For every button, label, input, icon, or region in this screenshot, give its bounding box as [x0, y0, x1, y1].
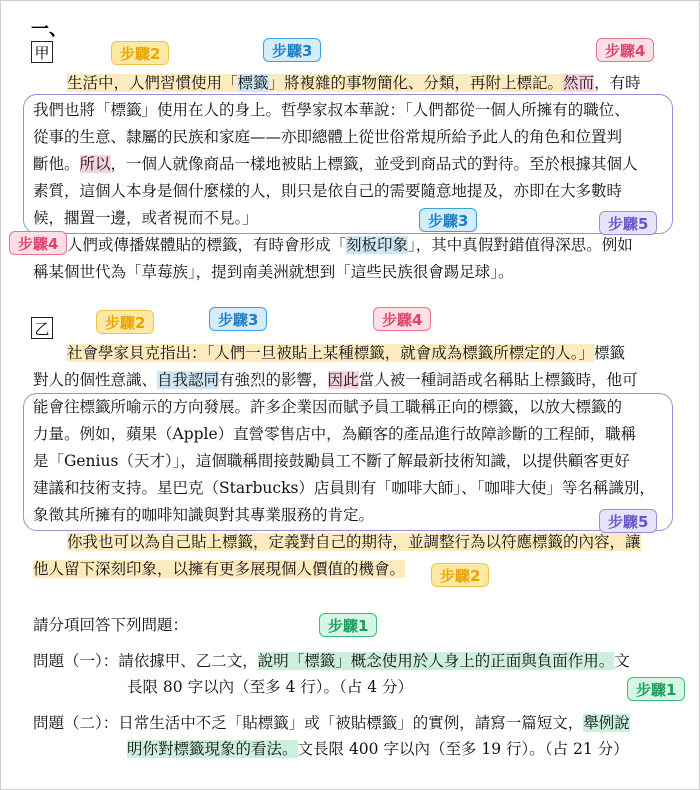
- jia-line-3: 從事的生意、隸屬的民族和家庭——亦即總體上從世俗常規所給予此人的角色和位置判: [33, 128, 623, 146]
- yi-line-3: 能會往標籤所喻示的方向發展。許多企業因而賦予員工職稱正向的標籤，以放大標籤的: [33, 398, 623, 416]
- yi-line-1: 社會學家貝克指出：「人們一旦被貼上某種標籤，就會成為標籤所標定的人。」標籤: [67, 344, 626, 362]
- q2-hl-task-2: 明你對標籤現象的看法。: [127, 740, 298, 758]
- jia-line-2: 我們也將「標籤」使用在人的身上。哲學家叔本華說：「人們都從一個人所擁有的職位、: [33, 101, 630, 119]
- yi-keyword-ziworentong: 自我認同: [157, 371, 220, 389]
- tag-step4-yi: 步驟4: [373, 307, 431, 331]
- q2-label: 問題（二）：: [33, 714, 119, 732]
- yi-transition-yinci: 因此: [327, 371, 359, 389]
- jia-line-6: 候，擱置一邊，或者視而不見。」: [33, 209, 258, 227]
- q1-hl-task: 說明「標籤」概念使用於人身上的正面與負面作用。: [257, 652, 615, 670]
- question-1: 問題（一）：請依據甲、乙二文，說明「標籤」概念使用於人身上的正面與負面作用。文: [33, 652, 630, 670]
- yi-hl-conclusion-1: 你我也可以為自己貼上標籤，定義對自己的期待，並調整行為以符應標籤的內容，讓: [67, 533, 641, 551]
- tag-step3-jia-mid: 步驟3: [419, 208, 477, 232]
- jia-line-7: 人們或傳播媒體貼的標籤，有時會形成「刻板印象」，其中真假對錯值得深思。例如: [67, 236, 633, 254]
- tag-step5-yi: 步驟5: [599, 509, 657, 533]
- jia-line-5: 素質，這個人本身是個什麼樣的人，則只是依自己的需要隨意地提及，亦即在大多數時: [33, 182, 623, 200]
- yi-line-8: [67, 532, 641, 552]
- tag-step2-yi-bottom: 步驟2: [431, 563, 489, 587]
- section-heading: 一、: [31, 19, 67, 40]
- q2-hl-task-1: 舉例說: [583, 714, 630, 732]
- passage-jia-label: 甲: [31, 41, 53, 63]
- yi-hl-conclusion-2: 他人留下深刻印象，以擁有更多展現個人價值的機會。: [33, 560, 406, 578]
- tag-step4-jia-left: 步驟4: [9, 231, 67, 255]
- passage-yi-label: 乙: [31, 317, 53, 339]
- tag-step2-yi-top: 步驟2: [96, 310, 154, 334]
- yi-line-6: 建議和技術支持。星巴克（Starbucks）店員則有「咖啡大師」、「咖啡大使」等名稱識別，: [33, 479, 655, 497]
- yi-line-4: 力量。例如，蘋果（Apple）直營零售店中，為顧客的產品進行故障診斷的工程師，職稱: [33, 425, 637, 443]
- yi-line-9: [33, 559, 405, 579]
- yi-line-7: 象徵其所擁有的咖啡知識與對其專業服務的肯定。: [33, 506, 375, 524]
- yi-hl-quote: 社會學家貝克指出：「人們一旦被貼上某種標籤，就會成為標籤所標定的人。」: [67, 344, 595, 362]
- jia-line-4: 斷他。所以，一個人就像商品一樣地被貼上標籤，並受到商品式的對待。至於根據其個人: [33, 155, 638, 173]
- tag-step1-q1: 步驟1: [319, 613, 377, 637]
- tag-step2-jia: 步驟2: [111, 41, 169, 65]
- jia-transition-suoyi: 所以: [79, 155, 111, 173]
- q1-label: 問題（一）：: [33, 652, 119, 670]
- questions-intro: 請分項回答下列問題：: [33, 616, 189, 634]
- jia-keyword-biaoqian: 標籤: [237, 74, 269, 92]
- yi-line-5: 是「Genius（天才）」，這個職稱間接鼓勵員工不斷了解最新技術知識，以提供顧客更好: [33, 452, 630, 470]
- jia-transition-raner: 然而: [563, 74, 595, 92]
- jia-line-1: 生活中，人們習慣使用「標籤」將複雜的事物簡化、分類，再附上標記。然而，有時: [67, 74, 641, 92]
- tag-step3-yi: 步驟3: [209, 307, 267, 331]
- jia-hl-topic: 生活中，人們習慣使用「標籤」將複雜的事物簡化、分類，再附上標記。: [67, 74, 564, 92]
- jia-keyword-kebanyinxiang: 刻板印象: [346, 236, 409, 254]
- jia-line-8: 稱某個世代為「草莓族」，提到南美洲就想到「這些民族很會踢足球」。: [33, 263, 514, 281]
- tag-step4-jia-top: 步驟4: [596, 38, 654, 62]
- question-2: 問題（二）：日常生活中不乏「貼標籤」或「被貼標籤」的實例，請寫一篇短文，舉例說: [33, 714, 630, 732]
- question-2-cont: 明你對標籤現象的看法。文長限 400 字以內（至多 19 行）。（占 21 分）: [127, 740, 629, 758]
- yi-line-2: 對人的個性意識、自我認同有強烈的影響，因此當人被一種詞語或名稱貼上標籤時，他可: [33, 371, 638, 389]
- tag-step5-jia: 步驟5: [599, 211, 657, 235]
- question-1-cont: 長限 80 字以內（至多 4 行）。（占 4 分）: [127, 678, 414, 696]
- tag-step1-q2: 步驟1: [627, 677, 685, 701]
- tag-step3-jia-top: 步驟3: [263, 38, 321, 62]
